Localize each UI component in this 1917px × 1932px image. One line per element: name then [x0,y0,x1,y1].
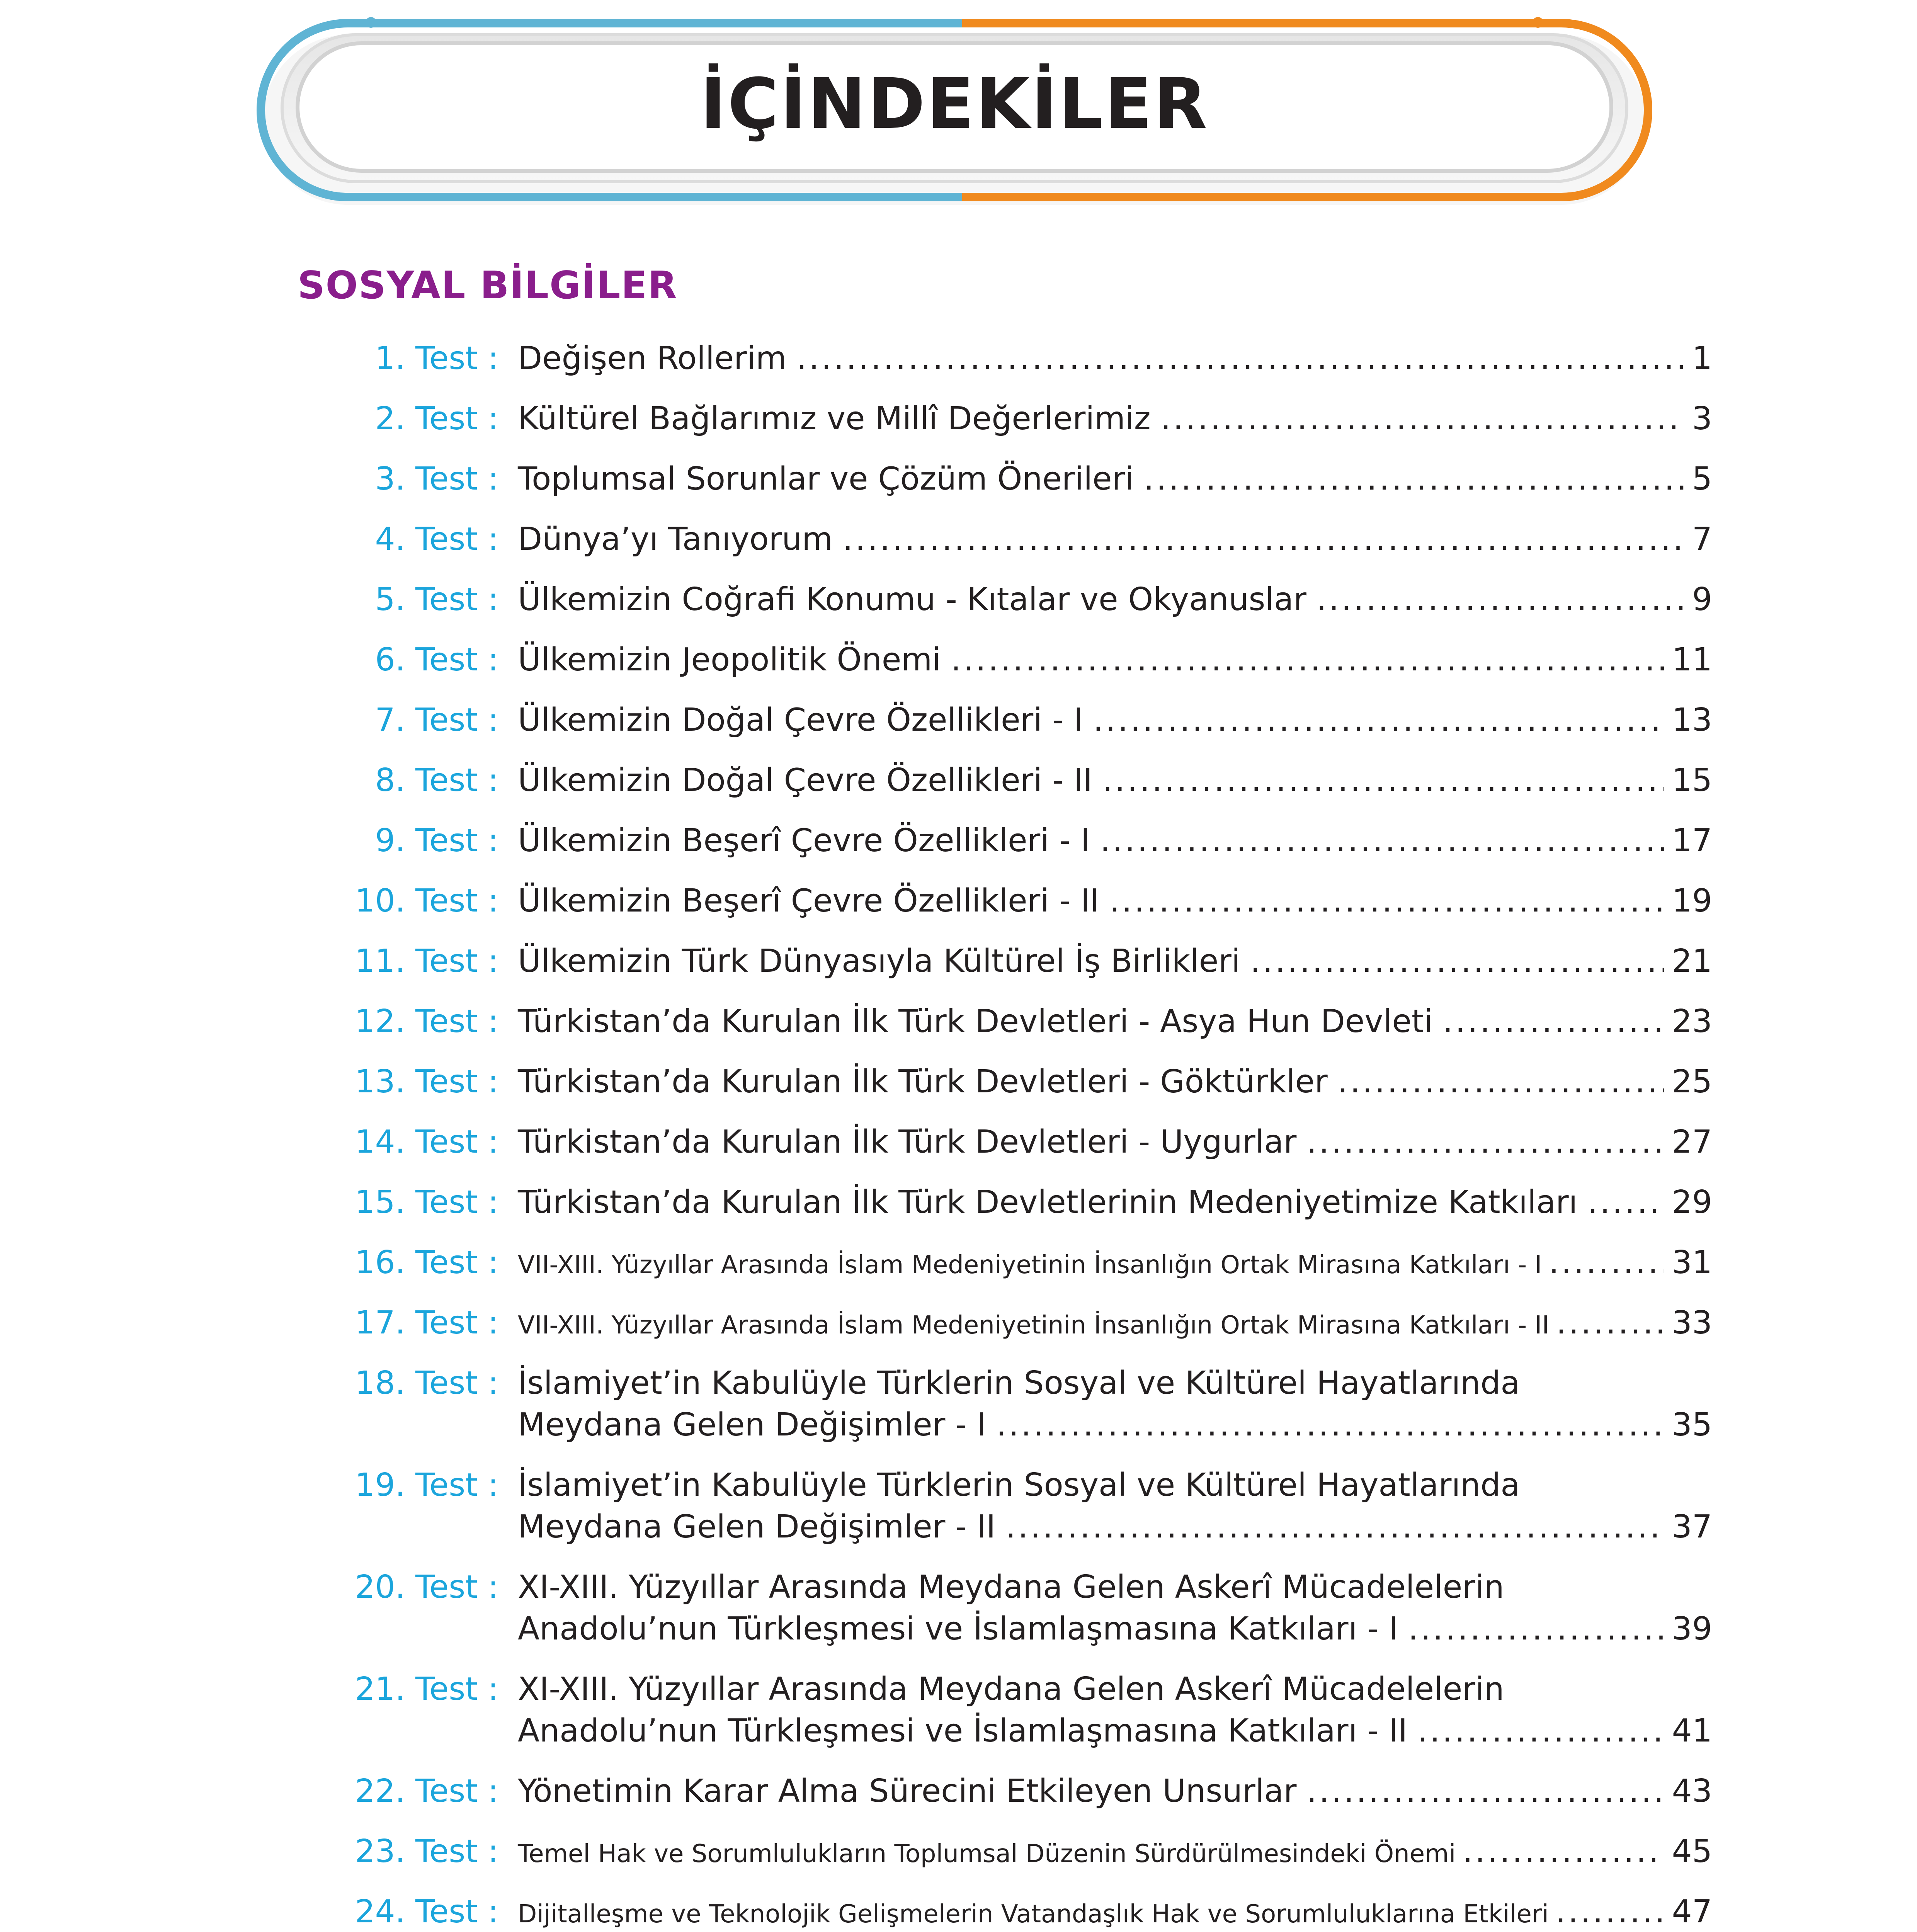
toc-entry-number: 21. Test : [355,1671,498,1708]
toc-entry-title: Toplumsal Sorunlar ve Çözüm Önerileri [518,461,1134,497]
toc-entry-title-line: XI-XIII. Yüzyıllar Arasında Meydana Gelen Askerî Mücadelelerin [518,1671,1504,1708]
toc-entry-number: 16. Test : [355,1244,498,1281]
toc-entry[interactable] [0,579,1917,621]
toc-entry-page-number: 31 [1672,1244,1712,1281]
toc-entry-number: 19. Test : [355,1467,498,1503]
toc-entry[interactable] [0,1001,1917,1043]
dot-leader [1005,1506,1664,1548]
toc-entry[interactable] [0,940,1917,982]
toc-entry-page-number: 35 [1672,1406,1712,1443]
toc-entry-title: Ülkemizin Coğrafi Konumu - Kıtalar ve Okyanuslar [518,581,1306,618]
toc-entry-number: 10. Test : [355,883,498,919]
toc-entry[interactable] [0,1061,1917,1103]
dot-leader [1549,1242,1664,1284]
toc-entry-number: 6. Test : [375,641,498,678]
toc-entry-page-number: 3 [1692,400,1712,437]
toc-entry[interactable] [0,398,1917,440]
toc-entry-page-number: 25 [1672,1063,1712,1100]
toc-entry-title: Dünya’yı Tanıyorum [518,521,833,558]
toc-entry[interactable] [0,1242,1917,1284]
toc-entry-title: Türkistan’da Kurulan İlk Türk Devletleri - Göktürkler [518,1063,1328,1100]
toc-entry-title: Temel Hak ve Sorumlulukların Toplumsal Düzenin Sürdürülmesindeki Önemi [518,1840,1456,1868]
toc-entry[interactable] [0,1770,1917,1812]
toc-entry-page-number: 7 [1692,521,1712,558]
toc-entry[interactable] [0,639,1917,681]
toc-entry-page-number: 39 [1672,1611,1712,1647]
dot-leader [1109,880,1664,922]
toc-entry[interactable] [0,1566,1917,1650]
toc-entry-page-number: 5 [1692,461,1712,497]
toc-entry-page-number: 33 [1672,1304,1712,1341]
toc-entry[interactable] [0,699,1917,741]
toc-entry-title-line: XI-XIII. Yüzyıllar Arasında Meydana Gelen Askerî Mücadelelerin [518,1569,1504,1605]
dot-leader [1317,579,1684,621]
dot-leader [796,338,1684,379]
toc-entry-number: 3. Test : [375,461,498,497]
toc-entry-number: 13. Test : [355,1063,498,1100]
toc-entry-title: Değişen Rollerim [518,340,787,377]
toc-entry-number: 8. Test : [375,762,498,799]
toc-entry-page-number: 23 [1672,1003,1712,1040]
toc-entry-number: 14. Test : [355,1124,498,1160]
toc-entry-page-number: 41 [1672,1713,1712,1749]
toc-entry-page-number: 11 [1672,641,1712,678]
toc-entry-page-number: 17 [1672,822,1712,859]
toc-entry[interactable] [0,1668,1917,1752]
dot-leader [1443,1001,1664,1043]
toc-entry-title: Anadolu’nun Türkleşmesi ve İslamlaşmasına Katkıları - I [518,1611,1398,1647]
toc-entry-page-number: 45 [1672,1833,1712,1870]
toc-entry-title: Ülkemizin Jeopolitik Önemi [518,641,941,678]
toc-entry-number: 4. Test : [375,521,498,558]
dot-leader [1144,458,1684,500]
toc-entry-number: 17. Test : [355,1304,498,1341]
toc-entry-number: 1. Test : [375,340,498,377]
toc-entry-number: 5. Test : [375,581,498,618]
toc-entry-title: Ülkemizin Beşerî Çevre Özellikleri - II [518,883,1100,919]
toc-entry-title-line: İslamiyet’in Kabulüyle Türklerin Sosyal ve Kültürel Hayatlarında [518,1467,1520,1503]
dot-leader [843,519,1684,560]
toc-entry-title: VII-XIII. Yüzyıllar Arasında İslam Medeniyetinin İnsanlığın Ortak Mirasına Katkıları - I [518,1251,1542,1279]
dot-leader [1161,398,1684,440]
toc-entry-title: Ülkemizin Doğal Çevre Özellikleri - I [518,702,1083,738]
toc-entry-page-number: 21 [1672,943,1712,980]
toc-entry-number: 18. Test : [355,1365,498,1401]
page-title: İÇİNDEKİLER [700,64,1209,145]
toc-entry-number: 12. Test : [355,1003,498,1040]
toc-entry[interactable] [0,1464,1917,1548]
toc-entry-page-number: 43 [1672,1773,1712,1810]
dot-leader [1463,1831,1664,1872]
toc-entry-page-number: 37 [1672,1509,1712,1545]
toc-entry-page-number: 9 [1692,581,1712,618]
toc-entry[interactable] [0,820,1917,862]
toc-entry-title: Türkistan’da Kurulan İlk Türk Devletleri - Uygurlar [518,1124,1297,1160]
toc-entry-number: 9. Test : [375,822,498,859]
toc-entry-page-number: 13 [1672,702,1712,738]
dot-leader [1587,1182,1664,1223]
toc-entry-title: Dijitalleşme ve Teknolojik Gelişmelerin Vatandaşlık Hak ve Sorumluluklarına Etkileri [518,1900,1549,1929]
dot-leader [1306,1121,1664,1163]
toc-entry-title: Yönetimin Karar Alma Sürecini Etkileyen Unsurlar [518,1773,1297,1810]
toc-entry[interactable] [0,1302,1917,1344]
toc-entry[interactable] [0,1362,1917,1446]
toc-entry[interactable] [0,760,1917,801]
toc-entry-title: Türkistan’da Kurulan İlk Türk Devletleri - Asya Hun Devleti [518,1003,1433,1040]
toc-entry-title: Ülkemizin Doğal Çevre Özellikleri - II [518,762,1093,799]
toc-entry-page-number: 15 [1672,762,1712,799]
toc-entry-page-number: 29 [1672,1184,1712,1221]
toc-entry-title: Meydana Gelen Değişimler - II [518,1509,996,1545]
toc-entry-title: Ülkemizin Beşerî Çevre Özellikleri - I [518,822,1090,859]
toc-entry[interactable] [0,1831,1917,1872]
toc-entry[interactable] [0,458,1917,500]
toc-entry-title: Türkistan’da Kurulan İlk Türk Devletlerinin Medeniyetimize Katkıları [518,1184,1578,1221]
dot-leader [1556,1891,1664,1932]
dot-leader [1417,1710,1664,1752]
toc-entry-number: 24. Test : [355,1893,498,1930]
dot-leader [1250,940,1664,982]
toc-entry[interactable] [0,1891,1917,1932]
toc-entry-number: 23. Test : [355,1833,498,1870]
toc-entry-page-number: 47 [1672,1893,1712,1930]
toc-entry-number: 20. Test : [355,1569,498,1605]
toc-entry[interactable] [0,1121,1917,1163]
toc-entry-title: Kültürel Bağlarımız ve Millî Değerlerimiz [518,400,1151,437]
toc-entry-page-number: 19 [1672,883,1712,919]
toc-entry-number: 15. Test : [355,1184,498,1221]
toc-entry-number: 22. Test : [355,1773,498,1810]
dot-leader [1100,820,1664,862]
dot-leader [996,1404,1664,1446]
toc-entry-title: Ülkemizin Türk Dünyasıyla Kültürel İş Birlikleri [518,943,1240,980]
dot-leader [1102,760,1664,801]
toc-entry-number: 2. Test : [375,400,498,437]
toc-entry-title: Anadolu’nun Türkleşmesi ve İslamlaşmasına Katkıları - II [518,1713,1408,1749]
toc-entry-page-number: 27 [1672,1124,1712,1160]
toc-entry-title-line: İslamiyet’in Kabulüyle Türklerin Sosyal ve Kültürel Hayatlarında [518,1365,1520,1401]
dot-leader [1556,1302,1664,1344]
toc-entry-page-number: 1 [1692,340,1712,377]
dot-leader [951,639,1664,681]
toc-entry[interactable] [0,519,1917,560]
toc-entry[interactable] [0,1182,1917,1223]
section-title: SOSYAL BİLGİLER [298,264,678,308]
dot-leader [1338,1061,1664,1103]
toc-entry[interactable] [0,880,1917,922]
dot-leader [1408,1608,1664,1650]
toc-entry-title: Meydana Gelen Değişimler - I [518,1406,987,1443]
dot-leader [1307,1770,1664,1812]
toc-entry-number: 11. Test : [355,943,498,980]
toc-entry-number: 7. Test : [375,702,498,738]
toc-entry-title: VII-XIII. Yüzyıllar Arasında İslam Medeniyetinin İnsanlığın Ortak Mirasına Katkıları - II [518,1311,1550,1340]
dot-leader [1093,699,1664,741]
toc-entry[interactable] [0,338,1917,379]
